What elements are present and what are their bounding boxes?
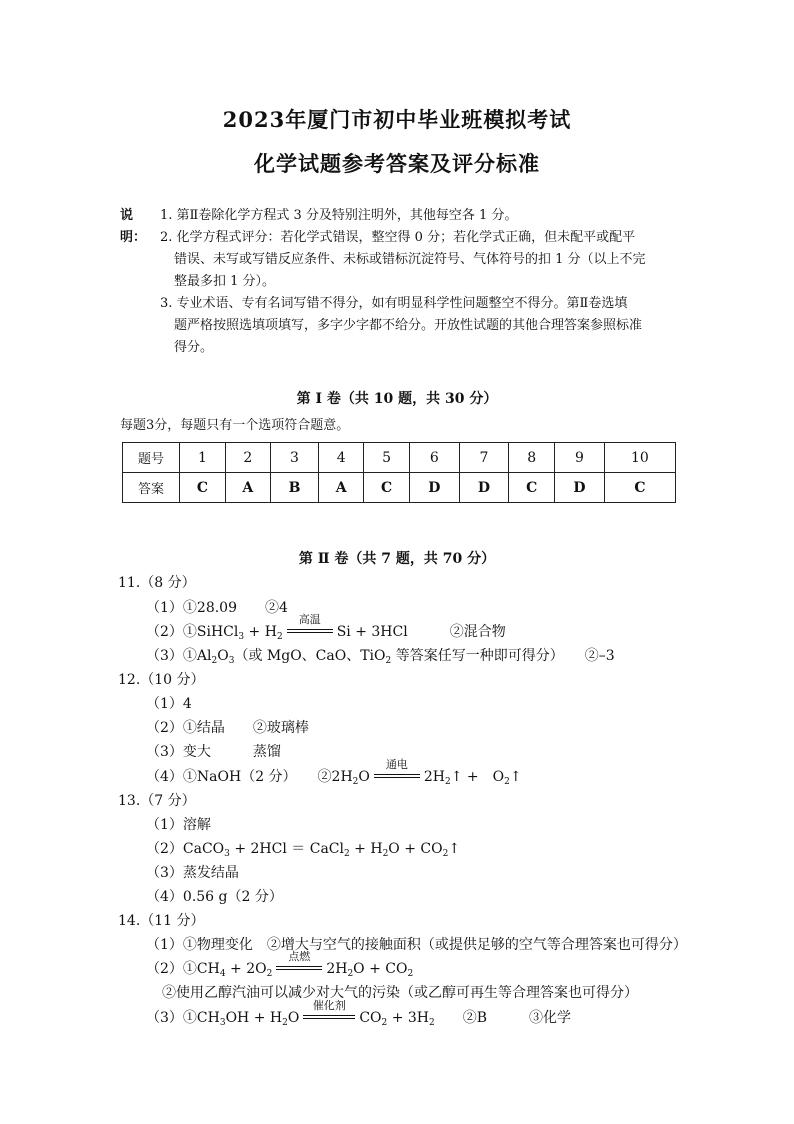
q12-part2: （2）①结晶 ②玻璃棒	[146, 720, 309, 736]
note-item: 错误、未写或写错反应条件、未标或错标沉淀符号、气体符号的扣 1 分（以上不完	[174, 252, 646, 267]
q14-part2b: ②使用乙醇汽油可以减少对大气的污染（或乙醇可再生等合理答案也可得分）	[162, 985, 638, 1001]
answer-cell: B	[270, 473, 319, 503]
answer-cell: C	[180, 473, 226, 503]
answer-cell: C	[604, 473, 675, 503]
q13-part4: （4）0.56 g（2 分）	[146, 889, 283, 905]
q11-part2: （2）①SiHCl$_3$ + $H_2$ 高温 Si + 3HCl ②混合物	[146, 613, 506, 642]
notes-label: 说明：	[120, 208, 147, 245]
answer-cell: C	[364, 473, 410, 503]
row-label: 答案	[123, 473, 180, 503]
section2-heading: 第 Ⅱ 卷（共 7 题，共 70 分）	[298, 551, 496, 567]
q12-part3: （3）变大 蒸馏	[146, 744, 281, 760]
answer-cell: D	[410, 473, 460, 503]
note-item: 3. 专业术语、专有名词写错不得分，如有明显科学性问题整空不得分。第Ⅱ卷选填	[160, 296, 628, 311]
reaction-condition: 催化剂	[303, 1011, 355, 1025]
note-item: 1. 第Ⅱ卷除化学方程式 3 分及特别注明外，其他每空各 1 分。	[160, 208, 518, 223]
q14-part2: $(2)①CH_4 + 2O_2$ 点燃 $2H_2O + CO_2$	[146, 950, 414, 979]
q13-heading: 13.（7 分）	[118, 793, 196, 809]
reaction-condition: 点燃	[276, 962, 322, 976]
answer-cell: A	[319, 473, 364, 503]
q11-heading: 11.（8 分）	[118, 575, 196, 591]
question-number: 1	[180, 443, 226, 473]
title-line1: 2023年厦门市初中毕业班模拟考试	[222, 107, 572, 132]
answer-cell: D	[555, 473, 605, 503]
question-number: 9	[555, 443, 605, 473]
section1-intro: 每题3分，每题只有一个选项符合题意。	[120, 418, 350, 433]
section1-heading: 第 Ⅰ 卷（共 10 题，共 30 分）	[296, 391, 498, 407]
answer-cell: C	[509, 473, 555, 503]
question-number: 2	[225, 443, 270, 473]
note-item: 整最多扣 1 分）。	[174, 274, 276, 289]
question-number: 5	[364, 443, 410, 473]
q11-part3: $(3)①Al_2O_3$（或 MgO、CaO、TiO$_2$ 等答案任写一种即可得分） ②–3	[146, 648, 615, 666]
table-row-answers	[123, 473, 676, 503]
answer-table	[122, 442, 676, 503]
q14-part3: $(3)①CH_3OH + H_2O$ 催化剂 $CO_2 + 3H_2$ ②B ③化学	[146, 999, 572, 1028]
q13-part1: （1）溶解	[146, 817, 211, 833]
question-number: 3	[270, 443, 319, 473]
question-number: 4	[319, 443, 364, 473]
note-item: 题严格按照选填项填写，多字少字都不给分。开放性试题的其他合理答案参照标准	[174, 318, 643, 333]
note-item: 2. 化学方程式评分：若化学式错误，整空得 0 分；若化学式正确，但未配平或配平	[160, 230, 636, 245]
question-number: 8	[509, 443, 555, 473]
q13-part3: （3）蒸发结晶	[146, 865, 239, 881]
title-line2: 化学试题参考答案及评分标准	[254, 151, 540, 176]
table-row-numbers	[123, 443, 676, 473]
answer-cell: D	[459, 473, 509, 503]
answer-cell: A	[225, 473, 270, 503]
q12-part1: （1）4	[146, 696, 192, 712]
q12-part4: （4）①NaOH（2 分） $②2H_2O$ 通电 $2H_2↑$ + $O_2↑$	[146, 758, 522, 787]
q14-part1: （1）①物理变化 ②增大与空气的接触面积（或提供足够的空气等合理答案也可得分）	[146, 937, 687, 953]
question-number: 10	[604, 443, 675, 473]
q14-heading: 14.（11 分）	[118, 913, 205, 929]
row-label: 题号	[123, 443, 180, 473]
q11-part1: （1）①28.09 ②4	[146, 600, 288, 616]
note-item: 得分。	[174, 340, 214, 355]
reaction-condition: 高温	[287, 625, 333, 639]
question-number: 6	[410, 443, 460, 473]
q13-part2: （2）CaCO$_3$ + 2HCl ＝ CaCl$_2$ + $H_2O$ + $CO_2↑$	[146, 841, 461, 859]
reaction-condition: 通电	[374, 770, 420, 784]
question-number: 7	[459, 443, 509, 473]
q12-heading: 12.（10 分）	[118, 672, 205, 688]
